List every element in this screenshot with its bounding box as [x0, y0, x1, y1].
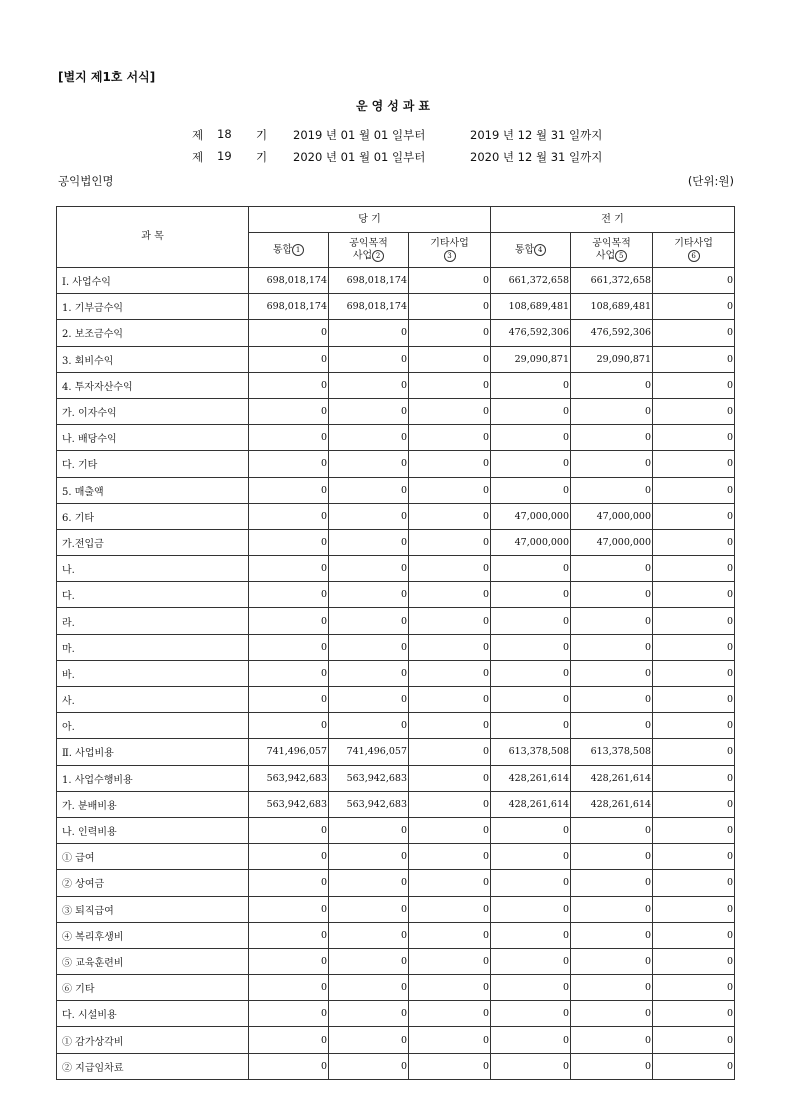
- amount-cell: 0: [491, 1001, 571, 1027]
- amount-cell: 0: [409, 687, 491, 713]
- sub-header-5: 공익목적 사업 5: [571, 233, 653, 268]
- amount-cell: 0: [491, 425, 571, 451]
- amount-cell: 0: [329, 1027, 409, 1053]
- table-row: [57, 870, 735, 896]
- current-period-header: 당 기: [249, 207, 491, 233]
- amount-cell: 0: [653, 608, 735, 634]
- amount-cell: 0: [249, 1027, 329, 1053]
- amount-cell: 741,496,057: [249, 739, 329, 765]
- table-row: [57, 529, 735, 555]
- amount-cell: 0: [409, 1027, 491, 1053]
- amount-cell: 0: [409, 294, 491, 320]
- amount-cell: 0: [329, 451, 409, 477]
- sub-header-6: 기타사업 6: [653, 233, 735, 268]
- amount-cell: 0: [571, 425, 653, 451]
- amount-cell: 0: [571, 922, 653, 948]
- amount-cell: 0: [653, 1027, 735, 1053]
- period-from: 2019 년 01 월 01 일부터: [293, 128, 426, 142]
- row-item-label: 1. 기부금수익: [57, 294, 249, 320]
- amount-cell: 0: [491, 1027, 571, 1053]
- amount-cell: 0: [249, 529, 329, 555]
- amount-cell: 0: [329, 608, 409, 634]
- amount-cell: 0: [491, 922, 571, 948]
- previous-period-header: 전 기: [491, 207, 735, 233]
- amount-cell: 0: [329, 922, 409, 948]
- amount-cell: 0: [329, 582, 409, 608]
- period-to: 2020 년 12 월 31 일까지: [470, 150, 603, 164]
- amount-cell: 0: [571, 660, 653, 686]
- row-item-label: 사.: [57, 687, 249, 713]
- amount-cell: 0: [491, 844, 571, 870]
- amount-cell: 563,942,683: [329, 765, 409, 791]
- amount-cell: 0: [409, 922, 491, 948]
- table-row: [57, 398, 735, 424]
- amount-cell: 0: [329, 660, 409, 686]
- row-item-label: Ⅰ. 사업수익: [57, 268, 249, 294]
- table-row: [57, 556, 735, 582]
- row-item-label: 나.: [57, 556, 249, 582]
- amount-cell: 0: [653, 346, 735, 372]
- amount-cell: 0: [571, 975, 653, 1001]
- amount-cell: 0: [409, 713, 491, 739]
- table-row: [57, 1001, 735, 1027]
- amount-cell: 0: [409, 634, 491, 660]
- amount-cell: 0: [491, 948, 571, 974]
- amount-cell: 0: [653, 268, 735, 294]
- table-row: [57, 765, 735, 791]
- amount-cell: 0: [409, 870, 491, 896]
- amount-cell: 0: [409, 1053, 491, 1079]
- amount-cell: 0: [409, 608, 491, 634]
- table-row: [57, 791, 735, 817]
- table-row: [57, 503, 735, 529]
- amount-cell: 0: [249, 1001, 329, 1027]
- sub-header-2: 공익목적 사업 2: [329, 233, 409, 268]
- amount-cell: 741,496,057: [329, 739, 409, 765]
- table-row: [57, 451, 735, 477]
- row-item-label: 2. 보조금수익: [57, 320, 249, 346]
- circled-number: 4: [534, 244, 546, 256]
- amount-cell: 0: [409, 372, 491, 398]
- amount-cell: 0: [409, 451, 491, 477]
- amount-cell: 0: [653, 948, 735, 974]
- table-row: [57, 922, 735, 948]
- amount-cell: 428,261,614: [491, 791, 571, 817]
- amount-cell: 0: [329, 372, 409, 398]
- table-row: [57, 372, 735, 398]
- amount-cell: 0: [329, 870, 409, 896]
- amount-cell: 613,378,508: [571, 739, 653, 765]
- amount-cell: 0: [571, 582, 653, 608]
- circled-number: 3: [444, 250, 456, 262]
- amount-cell: 698,018,174: [329, 294, 409, 320]
- amount-cell: 661,372,658: [571, 268, 653, 294]
- row-item-label: 다. 시설비용: [57, 1001, 249, 1027]
- amount-cell: 0: [653, 1053, 735, 1079]
- amount-cell: 0: [571, 713, 653, 739]
- amount-cell: 0: [409, 346, 491, 372]
- row-item-label: 가. 분배비용: [57, 791, 249, 817]
- amount-cell: 0: [249, 556, 329, 582]
- amount-cell: 0: [329, 1053, 409, 1079]
- table-row: [57, 582, 735, 608]
- amount-cell: 0: [653, 320, 735, 346]
- amount-cell: 0: [653, 398, 735, 424]
- amount-cell: 0: [653, 765, 735, 791]
- amount-cell: 0: [571, 634, 653, 660]
- row-item-label: ① 급여: [57, 844, 249, 870]
- table-row: [57, 948, 735, 974]
- amount-cell: 0: [249, 634, 329, 660]
- amount-cell: 0: [249, 660, 329, 686]
- amount-cell: 0: [329, 503, 409, 529]
- amount-cell: 0: [653, 713, 735, 739]
- amount-cell: 0: [409, 398, 491, 424]
- amount-cell: 0: [329, 477, 409, 503]
- amount-cell: 0: [249, 687, 329, 713]
- amount-cell: 0: [491, 975, 571, 1001]
- amount-cell: 0: [249, 320, 329, 346]
- amount-cell: 0: [409, 844, 491, 870]
- circled-number: 6: [688, 250, 700, 262]
- row-item-label: 3. 회비수익: [57, 346, 249, 372]
- row-item-label: 나. 배당수익: [57, 425, 249, 451]
- amount-cell: 0: [571, 1027, 653, 1053]
- amount-cell: 0: [329, 1001, 409, 1027]
- amount-cell: 0: [249, 477, 329, 503]
- amount-cell: 0: [409, 268, 491, 294]
- amount-cell: 0: [653, 896, 735, 922]
- amount-cell: 0: [329, 687, 409, 713]
- amount-cell: 0: [329, 948, 409, 974]
- amount-cell: 0: [249, 896, 329, 922]
- amount-cell: 47,000,000: [491, 529, 571, 555]
- amount-cell: 0: [653, 372, 735, 398]
- amount-cell: 0: [249, 870, 329, 896]
- table-row: [57, 1053, 735, 1079]
- amount-cell: 0: [329, 529, 409, 555]
- amount-cell: 0: [409, 791, 491, 817]
- row-item-label: ① 감가상각비: [57, 1027, 249, 1053]
- sub-header-4: 통합 4: [491, 233, 571, 268]
- amount-cell: 108,689,481: [491, 294, 571, 320]
- amount-cell: 0: [571, 372, 653, 398]
- amount-cell: 0: [571, 451, 653, 477]
- amount-cell: 698,018,174: [249, 268, 329, 294]
- row-item-label: 아.: [57, 713, 249, 739]
- amount-cell: 0: [571, 687, 653, 713]
- amount-cell: 0: [653, 477, 735, 503]
- corp-name-label: 공익법인명: [58, 174, 114, 188]
- row-item-label: 바.: [57, 660, 249, 686]
- amount-cell: 0: [249, 425, 329, 451]
- amount-cell: 0: [249, 1053, 329, 1079]
- amount-cell: 0: [491, 477, 571, 503]
- table-row: [57, 477, 735, 503]
- table-row: [57, 1027, 735, 1053]
- amount-cell: 0: [571, 844, 653, 870]
- amount-cell: 0: [653, 425, 735, 451]
- table-row: [57, 739, 735, 765]
- table-row: [57, 975, 735, 1001]
- amount-cell: 0: [653, 529, 735, 555]
- amount-cell: 0: [409, 817, 491, 843]
- amount-cell: 0: [653, 1001, 735, 1027]
- amount-cell: 0: [329, 398, 409, 424]
- amount-cell: 0: [249, 948, 329, 974]
- table-row: [57, 608, 735, 634]
- amount-cell: 0: [329, 844, 409, 870]
- amount-cell: 0: [409, 1001, 491, 1027]
- amount-cell: 0: [491, 817, 571, 843]
- amount-cell: 0: [491, 870, 571, 896]
- amount-cell: 0: [249, 346, 329, 372]
- amount-cell: 0: [571, 398, 653, 424]
- unit-label: (단위:원): [687, 174, 734, 188]
- amount-cell: 0: [409, 582, 491, 608]
- row-item-label: Ⅱ. 사업비용: [57, 739, 249, 765]
- row-item-label: 6. 기타: [57, 503, 249, 529]
- amount-cell: 0: [249, 975, 329, 1001]
- table-row: [57, 660, 735, 686]
- amount-cell: 0: [409, 739, 491, 765]
- amount-cell: 0: [653, 739, 735, 765]
- amount-cell: 0: [653, 817, 735, 843]
- amount-cell: 29,090,871: [491, 346, 571, 372]
- amount-cell: 0: [409, 975, 491, 1001]
- amount-cell: 0: [491, 608, 571, 634]
- amount-cell: 563,942,683: [329, 791, 409, 817]
- sub-header-1: 통합 1: [249, 233, 329, 268]
- amount-cell: 0: [571, 948, 653, 974]
- amount-cell: 0: [491, 687, 571, 713]
- amount-cell: 0: [491, 896, 571, 922]
- amount-cell: 0: [571, 896, 653, 922]
- amount-cell: 428,261,614: [571, 765, 653, 791]
- amount-cell: 47,000,000: [571, 503, 653, 529]
- amount-cell: 0: [491, 556, 571, 582]
- amount-cell: 0: [653, 294, 735, 320]
- table-row: [57, 346, 735, 372]
- amount-cell: 0: [491, 1053, 571, 1079]
- table-row: [57, 817, 735, 843]
- table-row: [57, 294, 735, 320]
- amount-cell: 0: [653, 660, 735, 686]
- amount-cell: 0: [653, 556, 735, 582]
- row-item-label: 1. 사업수행비용: [57, 765, 249, 791]
- amount-cell: 0: [409, 425, 491, 451]
- row-item-label: 가.전입금: [57, 529, 249, 555]
- amount-cell: 0: [409, 556, 491, 582]
- amount-cell: 0: [409, 529, 491, 555]
- form-label: [별지 제1호 서식]: [58, 70, 156, 84]
- amount-cell: 0: [249, 713, 329, 739]
- amount-cell: 0: [409, 660, 491, 686]
- amount-cell: 0: [653, 844, 735, 870]
- amount-cell: 0: [571, 477, 653, 503]
- amount-cell: 0: [409, 477, 491, 503]
- amount-cell: 0: [571, 817, 653, 843]
- table-row: [57, 896, 735, 922]
- row-item-label: 4. 투자자산수익: [57, 372, 249, 398]
- amount-cell: 476,592,306: [491, 320, 571, 346]
- amount-cell: 698,018,174: [249, 294, 329, 320]
- amount-cell: 0: [653, 791, 735, 817]
- table-row: [57, 634, 735, 660]
- amount-cell: 0: [409, 503, 491, 529]
- table-row: [57, 320, 735, 346]
- table-row: [57, 425, 735, 451]
- amount-cell: 428,261,614: [571, 791, 653, 817]
- amount-cell: 563,942,683: [249, 765, 329, 791]
- amount-cell: 0: [249, 608, 329, 634]
- amount-cell: 0: [491, 451, 571, 477]
- amount-cell: 0: [249, 844, 329, 870]
- operating-results-table: [56, 206, 735, 1080]
- amount-cell: 476,592,306: [571, 320, 653, 346]
- row-item-label: 다. 기타: [57, 451, 249, 477]
- circled-number: 5: [615, 250, 627, 262]
- amount-cell: 613,378,508: [491, 739, 571, 765]
- table-row: [57, 687, 735, 713]
- amount-cell: 0: [571, 870, 653, 896]
- amount-cell: 661,372,658: [491, 268, 571, 294]
- row-item-label: 마.: [57, 634, 249, 660]
- amount-cell: 0: [329, 634, 409, 660]
- amount-cell: 108,689,481: [571, 294, 653, 320]
- row-item-label: ③ 퇴직급여: [57, 896, 249, 922]
- amount-cell: 0: [329, 425, 409, 451]
- amount-cell: 0: [409, 320, 491, 346]
- amount-cell: 428,261,614: [491, 765, 571, 791]
- amount-cell: 0: [653, 451, 735, 477]
- table-row: [57, 844, 735, 870]
- amount-cell: 0: [329, 556, 409, 582]
- amount-cell: 0: [571, 1001, 653, 1027]
- amount-cell: 0: [249, 372, 329, 398]
- row-item-label: 가. 이자수익: [57, 398, 249, 424]
- amount-cell: 0: [409, 896, 491, 922]
- amount-cell: 0: [409, 948, 491, 974]
- amount-cell: 0: [571, 608, 653, 634]
- row-item-label: 5. 매출액: [57, 477, 249, 503]
- amount-cell: 0: [491, 582, 571, 608]
- circled-number: 2: [372, 250, 384, 262]
- amount-cell: 0: [329, 896, 409, 922]
- row-item-label: 라.: [57, 608, 249, 634]
- amount-cell: 0: [329, 346, 409, 372]
- sub-header-3: 기타사업 3: [409, 233, 491, 268]
- table-row: [57, 268, 735, 294]
- amount-cell: 0: [249, 451, 329, 477]
- amount-cell: 0: [249, 398, 329, 424]
- row-item-label: 다.: [57, 582, 249, 608]
- period-to: 2019 년 12 월 31 일까지: [470, 128, 603, 142]
- row-item-label: ④ 복리후생비: [57, 922, 249, 948]
- amount-cell: 29,090,871: [571, 346, 653, 372]
- table-row: [57, 713, 735, 739]
- amount-cell: 0: [491, 713, 571, 739]
- amount-cell: 0: [491, 634, 571, 660]
- amount-cell: 0: [653, 922, 735, 948]
- amount-cell: 0: [491, 398, 571, 424]
- amount-cell: 0: [653, 870, 735, 896]
- row-item-label: 나. 인력비용: [57, 817, 249, 843]
- amount-cell: 47,000,000: [491, 503, 571, 529]
- amount-cell: 0: [653, 634, 735, 660]
- amount-cell: 0: [249, 922, 329, 948]
- amount-cell: 0: [249, 503, 329, 529]
- amount-cell: 0: [653, 975, 735, 1001]
- amount-cell: 0: [491, 660, 571, 686]
- amount-cell: 0: [329, 320, 409, 346]
- amount-cell: 0: [571, 556, 653, 582]
- document-title: 운영성과표: [356, 99, 434, 113]
- row-item-label: ⑤ 교육훈련비: [57, 948, 249, 974]
- amount-cell: 0: [653, 582, 735, 608]
- table-body: [57, 268, 735, 1080]
- amount-cell: 0: [329, 713, 409, 739]
- row-item-label: ② 상여금: [57, 870, 249, 896]
- amount-cell: 0: [249, 817, 329, 843]
- amount-cell: 0: [571, 1053, 653, 1079]
- row-item-label: ⑥ 기타: [57, 975, 249, 1001]
- amount-cell: 0: [329, 975, 409, 1001]
- amount-cell: 0: [409, 765, 491, 791]
- amount-cell: 0: [329, 817, 409, 843]
- amount-cell: 47,000,000: [571, 529, 653, 555]
- amount-cell: 0: [249, 582, 329, 608]
- row-item-label: ② 지급임차료: [57, 1053, 249, 1079]
- amount-cell: 0: [491, 372, 571, 398]
- amount-cell: 698,018,174: [329, 268, 409, 294]
- period-from: 2020 년 01 월 01 일부터: [293, 150, 426, 164]
- amount-cell: 0: [653, 503, 735, 529]
- item-column-header: 과 목: [57, 207, 249, 268]
- amount-cell: 0: [653, 687, 735, 713]
- circled-number: 1: [292, 244, 304, 256]
- amount-cell: 563,942,683: [249, 791, 329, 817]
